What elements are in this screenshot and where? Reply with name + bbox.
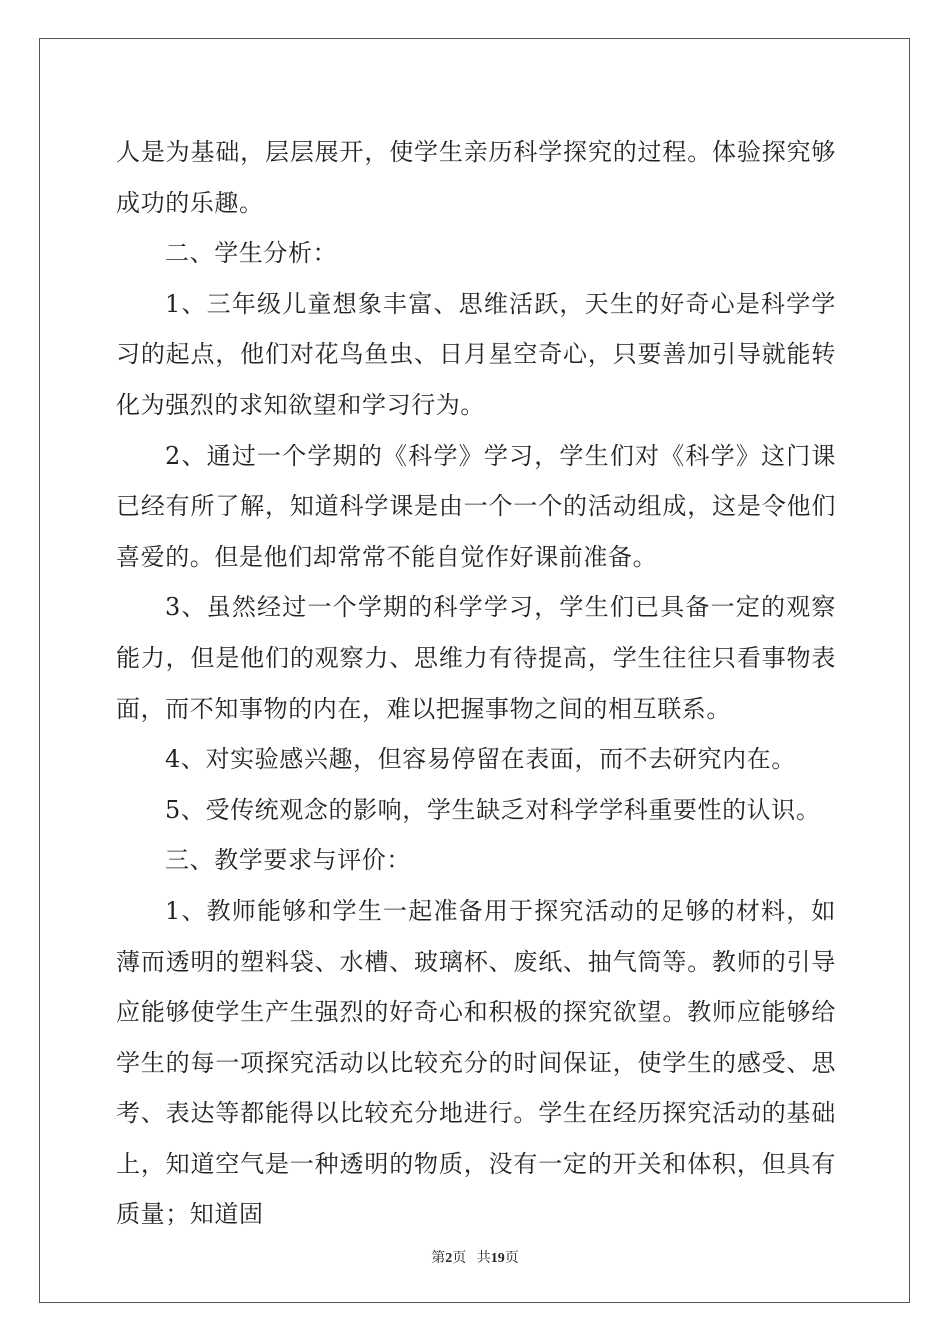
document-body: [116, 127, 836, 1240]
footer-page-prefix: 第: [431, 1251, 446, 1266]
footer-total-prefix: 共: [476, 1251, 491, 1266]
footer-page-suffix: 页: [452, 1251, 467, 1266]
paragraph-item-5: 5、受传统观念的影响，学生缺乏对科学学科重要性的认识。: [165, 795, 821, 824]
paragraph-item-4: 4、对实验感兴趣，但容易停留在表面，而不去研究内在。: [165, 745, 796, 774]
section-heading-teaching-requirements: 三、教学要求与评价：: [165, 846, 411, 875]
paragraph-requirement-1: 1、教师能够和学生一起准备用于探究活动的足够的材料，如薄而透明的塑料袋、水槽、玻璃杯、废纸、抽气筒等。教师的引导应能够使学生产生强烈的好奇心和积极的探究欲望。教师应能够给学生的每一项探究活动以比较充分的时间保证，使学生的感受、思考、表达等都能得以比较充分地进行。学生在经历探究活动的基础上，知道空气是一种透明的物质，没有一定的开关和体积，但具有质量；知道固: [116, 896, 836, 1229]
paragraph-item-1: 1、三年级儿童想象丰富、思维活跃，天生的好奇心是科学学习的起点，他们对花鸟鱼虫、日月星空奇心，只要善加引导就能转化为强烈的求知欲望和学习行为。: [116, 289, 836, 419]
paragraph-continuation: 人是为基础，层层展开，使学生亲历科学探究的过程。体验探究够成功的乐趣。: [116, 138, 836, 217]
paragraph-item-3: 3、虽然经过一个学期的科学学习，学生们已具备一定的观察能力，但是他们的观察力、思维力有待提高，学生往往只看事物表面，而不知事物的内在，难以把握事物之间的相互联系。: [116, 593, 836, 723]
footer-page-number: 2: [445, 1251, 453, 1266]
paragraph-item-2: 2、通过一个学期的《科学》学习，学生们对《科学》这门课已经有所了解，知道科学课是由一个一个的活动组成，这是令他们喜爱的。但是他们却常常不能自觉作好课前准备。: [116, 441, 836, 571]
page-footer: [0, 1247, 950, 1267]
footer-total-pages: 19: [490, 1251, 505, 1266]
section-heading-student-analysis: 二、学生分析：: [165, 239, 338, 268]
footer-total-suffix: 页: [504, 1251, 519, 1266]
